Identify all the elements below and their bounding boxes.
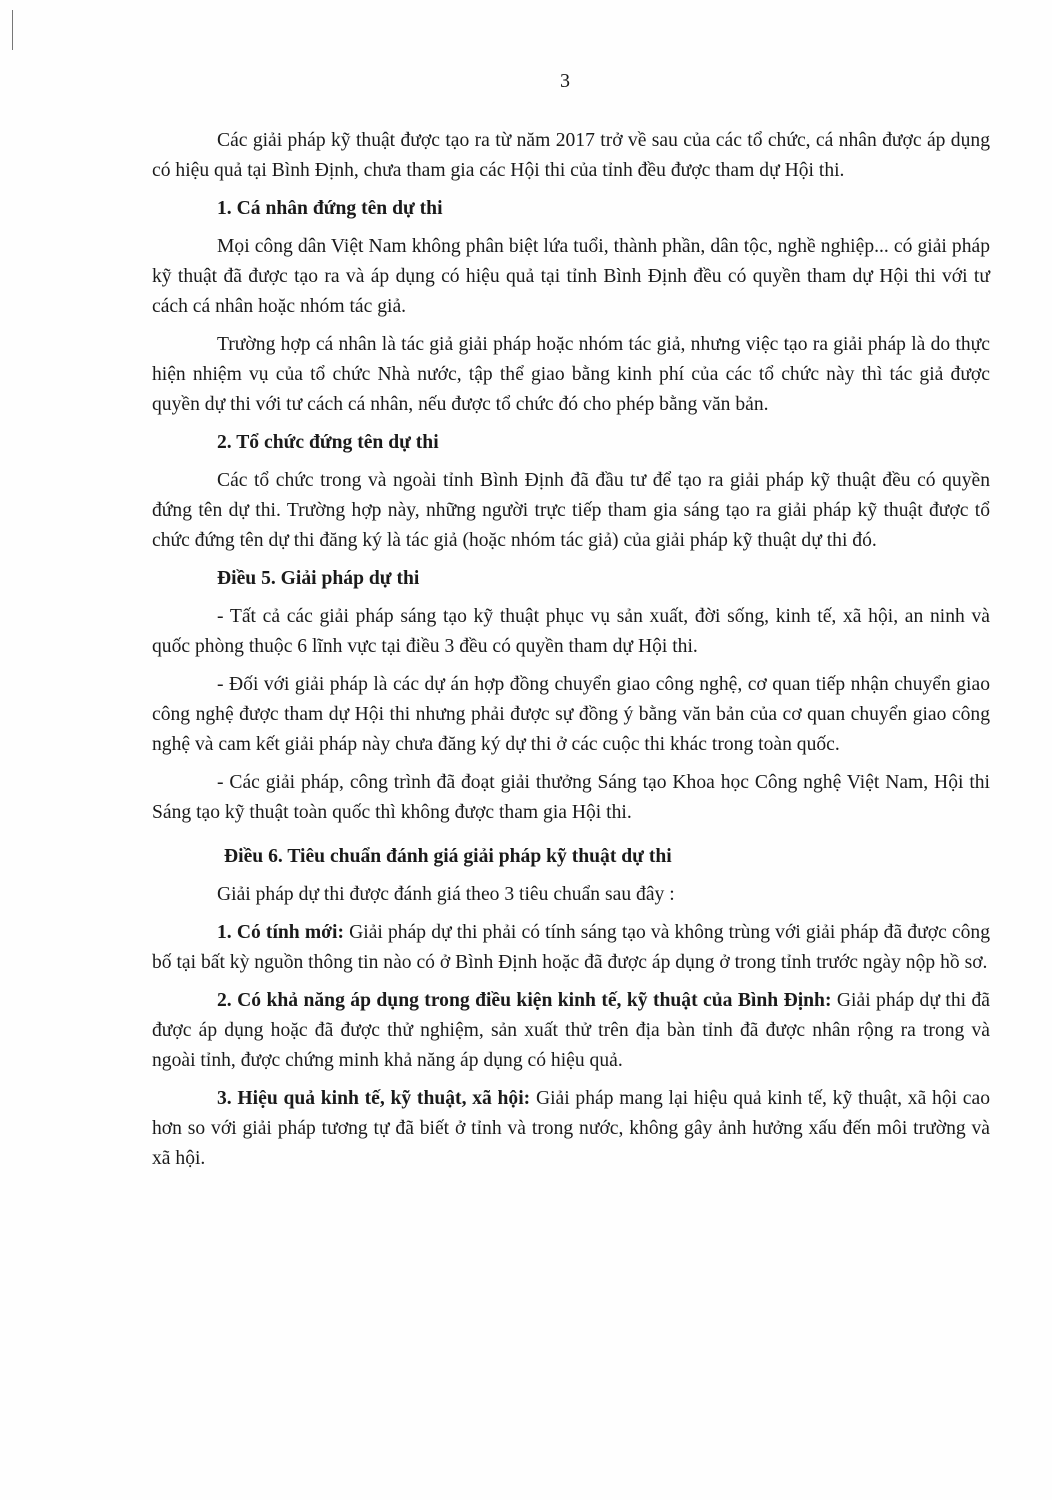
criterion-effectiveness-title: 3. Hiệu quả kinh tế, kỹ thuật, xã hội: bbox=[217, 1088, 531, 1109]
paragraph-organization: Các tổ chức trong và ngoài tỉnh Bình Định đã đầu tư để tạo ra giải pháp kỹ thuật đều có quyền đứng tên dự thi. Trường hợp này, những người trực tiếp tham gia sáng tạo ra giải pháp kỹ thuật được tổ chức đứng tên dự thi đăng ký là tác giả (hoặc nhóm tác giả) của giải pháp kỹ thuật dự thi đó. bbox=[152, 470, 990, 551]
paragraph-article-5-scope: - Tất cả các giải pháp sáng tạo kỹ thuật phục vụ sản xuất, đời sống, kinh tế, xã hội, an ninh và quốc phòng thuộc 6 lĩnh vực tại điều 3 đều có quyền tham dự Hội thi. bbox=[152, 606, 990, 657]
heading-article-6: Điều 6. Tiêu chuẩn đánh giá giải pháp kỹ thuật dự thi bbox=[224, 846, 672, 867]
paragraph-article-5-excluded: - Các giải pháp, công trình đã đoạt giải thưởng Sáng tạo Khoa học Công nghệ Việt Nam, Hội thi Sáng tạo kỹ thuật toàn quốc thì không được tham gia Hội thi. bbox=[152, 772, 990, 823]
criterion-novelty-title: 1. Có tính mới: bbox=[217, 922, 344, 943]
criterion-applicability-title: 2. Có khả năng áp dụng trong điều kiện kinh tế, kỹ thuật của Bình Định: bbox=[217, 990, 832, 1011]
paragraph-article-6-intro: Giải pháp dự thi được đánh giá theo 3 tiêu chuẩn sau đây : bbox=[217, 884, 675, 905]
paragraph-individual-state-task: Trường hợp cá nhân là tác giả giải pháp hoặc nhóm tác giả, nhưng việc tạo ra giải pháp là do thực hiện nhiệm vụ của tổ chức Nhà nước, tập thể giao bằng kinh phí của các tổ chức này thì tác giả được quyền dự thi với tư cách cá nhân, nếu được tổ chức đó cho phép bằng văn bản. bbox=[152, 334, 990, 415]
document-body bbox=[152, 126, 990, 1182]
heading-individual-entrant: 1. Cá nhân đứng tên dự thi bbox=[217, 198, 443, 219]
paragraph-eligibility: Các giải pháp kỹ thuật được tạo ra từ năm 2017 trở về sau của các tổ chức, cá nhân được áp dụng có hiệu quả tại Bình Định, chưa tham gia các Hội thi của tỉnh đều được tham dự Hội thi. bbox=[152, 130, 990, 181]
criterion-effectiveness bbox=[152, 1084, 990, 1174]
criterion-effectiveness-text: Giải pháp mang lại hiệu quả kinh tế, kỹ thuật, xã hội cao hơn so với giải pháp tương tự đã biết ở tỉnh và trong nước, không gây ảnh hưởng xấu đến môi trường và xã hội. bbox=[152, 1088, 991, 1169]
scan-edge-mark bbox=[12, 10, 13, 50]
page-number: 3 bbox=[560, 70, 570, 92]
paragraph-individual-citizens: Mọi công dân Việt Nam không phân biệt lứa tuổi, thành phần, dân tộc, nghề nghiệp... có giải pháp kỹ thuật đã được tạo ra và áp dụng có hiệu quả tại tỉnh Bình Định đều có quyền tham dự Hội thi với tư cách cá nhân hoặc nhóm tác giả. bbox=[152, 236, 990, 317]
criterion-applicability-text: Giải pháp dự thi đã được áp dụng hoặc đã được thử nghiệm, sản xuất thử trên địa bàn tỉnh đã được nhân rộng ra trong và ngoài tỉnh, được chứng minh khả năng áp dụng có hiệu quả. bbox=[152, 990, 990, 1071]
criterion-applicability bbox=[152, 986, 990, 1076]
heading-article-5: Điều 5. Giải pháp dự thi bbox=[217, 568, 420, 589]
criterion-novelty bbox=[152, 918, 990, 978]
criterion-novelty-text: Giải pháp dự thi phải có tính sáng tạo và không trùng với giải pháp đã được công bố tại bất kỳ nguồn thông tin nào có ở Bình Định hoặc đã được áp dụng ở trong tỉnh trước ngày nộp hồ sơ. bbox=[152, 922, 990, 973]
heading-organization-entrant: 2. Tổ chức đứng tên dự thi bbox=[217, 432, 439, 453]
paragraph-article-5-technology-transfer: - Đối với giải pháp là các dự án hợp đồng chuyển giao công nghệ, cơ quan tiếp nhận chuyển giao công nghệ được tham dự Hội thi nhưng phải được sự đồng ý bằng văn bản của cơ quan chuyển giao công nghệ và cam kết giải pháp này chưa đăng ký dự thi ở các cuộc thi khác trong toàn quốc. bbox=[152, 674, 990, 755]
